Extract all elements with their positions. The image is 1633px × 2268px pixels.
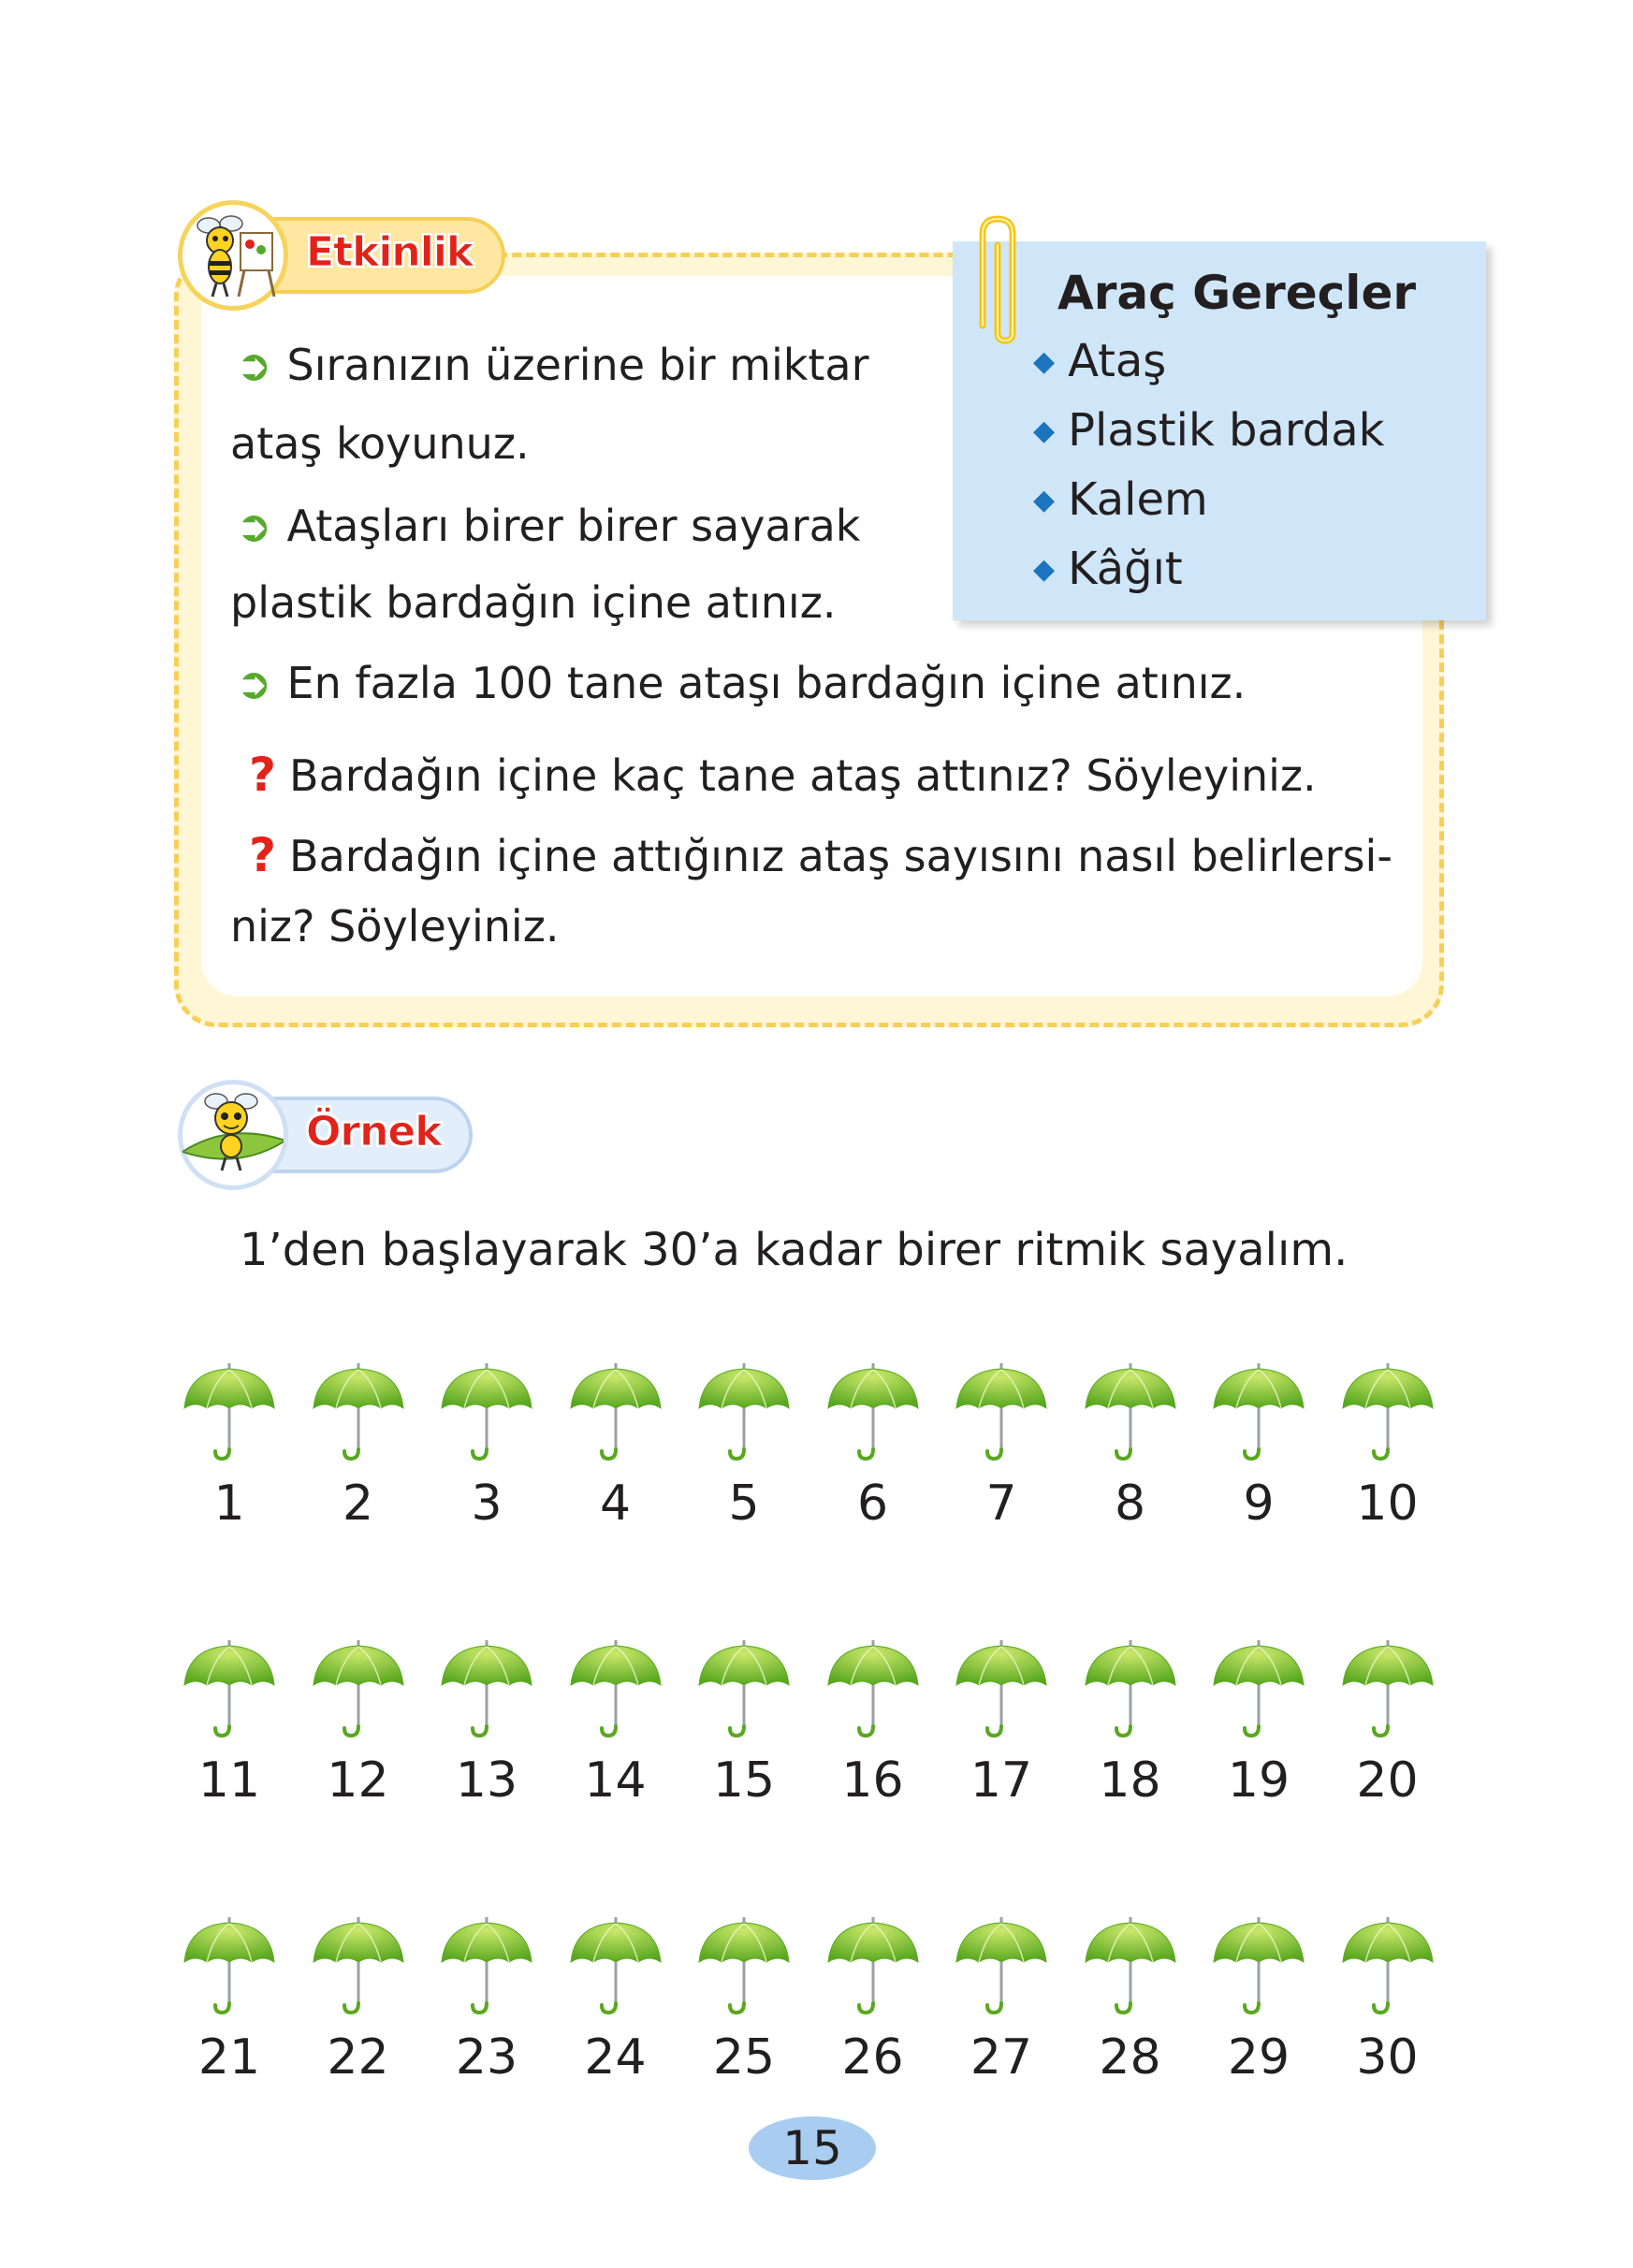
instruction-2-line-1 — [236, 500, 860, 552]
umbrella-number: 10 — [1356, 1476, 1419, 1532]
umbrella-number: 12 — [327, 1752, 389, 1809]
umbrella-number: 8 — [1114, 1476, 1146, 1532]
umbrella-number: 16 — [841, 1752, 904, 1809]
umbrella-icon — [440, 1915, 533, 2018]
umbrella-row — [178, 1915, 1460, 2102]
materials-item-label: Kâğıt — [1068, 543, 1183, 595]
umbrella-number: 19 — [1227, 1752, 1290, 1809]
umbrella-item — [178, 1638, 281, 1825]
umbrella-item — [1079, 1638, 1182, 1825]
umbrella-number: 26 — [841, 2029, 904, 2086]
materials-item — [1033, 473, 1208, 526]
umbrella-number: 30 — [1356, 2029, 1419, 2086]
umbrella-icon — [955, 1915, 1048, 2018]
umbrella-icon — [697, 1915, 791, 2018]
umbrella-item — [178, 1915, 281, 2102]
umbrella-number: 13 — [455, 1752, 518, 1809]
question-2-line-2: niz? Söyleyiniz. — [230, 901, 560, 952]
question-text: Bardağın içine attığınız ataş sayısını nasıl belirlersi- — [289, 831, 1392, 881]
umbrella-icon — [697, 1638, 791, 1741]
red-question-icon: ? — [249, 828, 277, 882]
green-arrow-icon: ➲ — [236, 501, 272, 551]
umbrella-icon — [312, 1638, 405, 1741]
question-1 — [249, 749, 1317, 802]
green-arrow-icon: ➲ — [236, 658, 272, 708]
materials-title: Araç Gereçler — [1057, 266, 1417, 320]
bee-painter-icon — [178, 200, 288, 311]
umbrella-number: 24 — [584, 2029, 647, 2086]
materials-note — [953, 241, 1486, 620]
umbrella-number: 25 — [712, 2029, 776, 2086]
umbrella-number: 22 — [327, 2029, 389, 2086]
umbrella-item — [822, 1915, 925, 2102]
instruction-text: Sıranızın üzerine bir miktar — [286, 340, 869, 390]
instruction-2-line-2: plastik bardağın içine atınız. — [230, 577, 837, 628]
umbrella-icon — [955, 1638, 1048, 1741]
umbrella-icon — [312, 1915, 405, 2018]
umbrella-number: 17 — [970, 1752, 1033, 1809]
example-badge-label: Örnek — [306, 1108, 442, 1156]
umbrella-item — [435, 1915, 538, 2102]
umbrella-icon — [1341, 1361, 1435, 1464]
green-arrow-icon: ➲ — [236, 340, 272, 390]
umbrella-icon — [569, 1638, 663, 1741]
umbrella-icon — [1212, 1638, 1305, 1741]
umbrella-number: 5 — [728, 1476, 760, 1532]
umbrella-icon — [955, 1361, 1048, 1464]
umbrella-number: 18 — [1099, 1752, 1161, 1809]
umbrella-item — [950, 1361, 1053, 1548]
umbrella-icon — [826, 1361, 920, 1464]
materials-item-label: Ataş — [1068, 335, 1167, 387]
umbrella-icon — [440, 1638, 533, 1741]
instruction-1-line-1 — [236, 339, 869, 391]
umbrella-item — [435, 1361, 538, 1548]
umbrella-icon — [569, 1361, 663, 1464]
umbrella-item — [693, 1638, 795, 1825]
umbrella-item — [307, 1361, 410, 1548]
umbrella-item — [307, 1915, 410, 2102]
umbrella-icon — [1084, 1638, 1177, 1741]
diamond-bullet-icon: ◆ — [1033, 414, 1056, 447]
umbrella-number: 4 — [599, 1476, 632, 1532]
umbrella-icon — [569, 1915, 663, 2018]
umbrella-number: 20 — [1356, 1752, 1419, 1809]
diamond-bullet-icon: ◆ — [1033, 484, 1056, 516]
umbrella-item — [435, 1638, 538, 1825]
umbrella-icon — [826, 1638, 920, 1741]
umbrella-icon — [1212, 1915, 1305, 2018]
umbrella-item — [1207, 1638, 1310, 1825]
activity-badge-label: Etkinlik — [306, 228, 474, 276]
umbrella-item — [564, 1361, 667, 1548]
instruction-text: En fazla 100 tane ataşı bardağın içine atınız. — [286, 658, 1247, 708]
umbrella-icon — [182, 1638, 276, 1741]
umbrella-number: 6 — [856, 1476, 889, 1532]
umbrella-item — [1336, 1361, 1439, 1548]
umbrella-icon — [1341, 1915, 1435, 2018]
umbrella-item — [1207, 1361, 1310, 1548]
umbrella-item — [1336, 1638, 1439, 1825]
paperclip-icon — [970, 213, 1026, 344]
umbrella-item — [950, 1638, 1053, 1825]
question-text: Bardağın içine kaç tane ataş attınız? Söyleyiniz. — [289, 750, 1317, 801]
materials-item-label: Kalem — [1068, 473, 1208, 526]
umbrella-number: 2 — [342, 1476, 374, 1532]
umbrella-item — [564, 1915, 667, 2102]
instruction-text: Ataşları birer birer sayarak — [286, 501, 861, 551]
umbrella-icon — [182, 1361, 276, 1464]
bee-on-leaf-icon — [178, 1080, 288, 1190]
umbrella-row — [178, 1361, 1460, 1548]
materials-item — [1033, 543, 1183, 595]
umbrella-icon — [697, 1361, 791, 1464]
umbrella-number: 3 — [471, 1476, 503, 1532]
umbrella-number: 28 — [1099, 2029, 1161, 2086]
umbrella-item — [822, 1638, 925, 1825]
question-2-line-1 — [249, 829, 1392, 882]
umbrella-number: 7 — [985, 1476, 1017, 1532]
umbrella-icon — [826, 1915, 920, 2018]
materials-item-label: Plastik bardak — [1068, 404, 1385, 457]
umbrella-item — [693, 1915, 795, 2102]
umbrella-item — [1207, 1915, 1310, 2102]
umbrella-item — [178, 1361, 281, 1548]
umbrella-icon — [182, 1915, 276, 2018]
umbrella-number: 21 — [197, 2029, 261, 2086]
diamond-bullet-icon: ◆ — [1033, 345, 1056, 378]
umbrella-number: 1 — [213, 1476, 245, 1532]
umbrella-row — [178, 1638, 1460, 1825]
umbrella-icon — [1084, 1361, 1177, 1464]
umbrella-item — [307, 1638, 410, 1825]
umbrella-icon — [312, 1361, 405, 1464]
umbrella-icon — [1084, 1915, 1177, 2018]
umbrella-item — [564, 1638, 667, 1825]
umbrella-item — [950, 1915, 1053, 2102]
umbrella-item — [1336, 1915, 1439, 2102]
umbrella-number: 29 — [1227, 2029, 1290, 2086]
materials-item — [1033, 404, 1384, 457]
instruction-3 — [236, 657, 1246, 709]
materials-item — [1033, 335, 1166, 387]
example-sentence: 1’den başlayarak 30’a kadar birer ritmik sayalım. — [240, 1224, 1349, 1276]
umbrella-item — [693, 1361, 795, 1548]
umbrella-icon — [1341, 1638, 1435, 1741]
umbrella-number: 11 — [197, 1752, 261, 1809]
umbrella-number: 9 — [1243, 1476, 1275, 1532]
diamond-bullet-icon: ◆ — [1033, 553, 1056, 586]
umbrella-number: 27 — [970, 2029, 1033, 2086]
instruction-1-line-2: ataş koyunuz. — [230, 418, 530, 469]
umbrella-icon — [440, 1361, 533, 1464]
umbrella-number: 15 — [712, 1752, 776, 1809]
umbrella-number: 14 — [584, 1752, 647, 1809]
umbrella-number: 23 — [455, 2029, 518, 2086]
red-question-icon: ? — [249, 748, 277, 802]
umbrella-item — [822, 1361, 925, 1548]
umbrella-icon — [1212, 1361, 1305, 1464]
page-number: 15 — [749, 2116, 876, 2180]
umbrella-item — [1079, 1915, 1182, 2102]
umbrella-item — [1079, 1361, 1182, 1548]
